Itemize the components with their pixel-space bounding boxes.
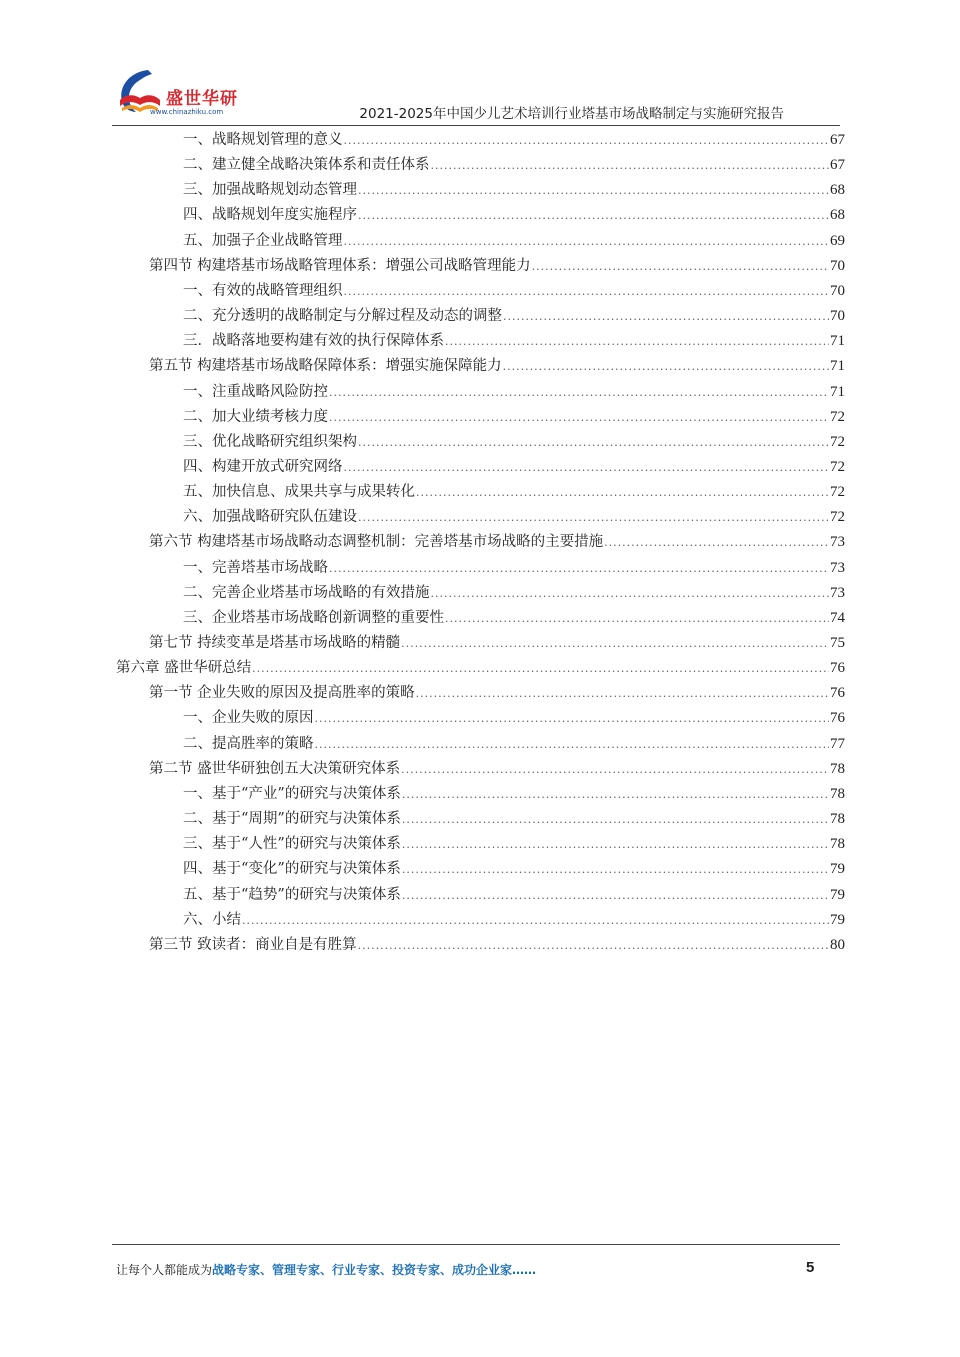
toc-entry-label: 五、加快信息、成果共享与成果转化	[183, 484, 415, 501]
toc-entry-label: 二、加大业绩考核力度	[183, 408, 328, 425]
toc-entry-label: 二、完善企业塔基市场战略的有效措施	[183, 584, 430, 601]
logo-text: 盛世华研	[166, 89, 238, 109]
toc-entry-page: 70	[830, 257, 845, 274]
toc-entry-page: 72	[830, 458, 845, 475]
toc-entry-label: 一、企业失败的原因	[183, 710, 314, 727]
toc-entry-label: 第六章 盛世华研总结	[116, 660, 252, 677]
toc-entry[interactable]	[0, 933, 960, 957]
toc-entry-label: 二、基于“周期”的研究与决策体系	[183, 811, 401, 828]
toc-entry[interactable]	[0, 883, 960, 907]
toc-leader-dots	[431, 154, 830, 178]
toc-entry[interactable]	[0, 279, 960, 303]
toc-entry[interactable]	[0, 254, 960, 278]
toc-entry-page: 70	[830, 308, 845, 325]
toc-entry-page: 75	[830, 635, 845, 651]
toc-entry[interactable]	[0, 153, 960, 177]
footer-slogan-prefix: 让每个人都能成为	[116, 1263, 213, 1277]
toc-leader-dots	[401, 632, 829, 656]
toc-entry-page: 73	[830, 559, 845, 576]
toc-leader-dots	[604, 531, 829, 555]
logo-url: www.chinazhiku.com	[150, 108, 224, 116]
toc-leader-dots	[402, 783, 829, 807]
document-title: 2021-2025年中国少儿艺术培训行业塔基市场战略制定与实施研究报告	[359, 106, 784, 122]
toc-entry-label: 六、小结	[183, 911, 241, 928]
toc-entry[interactable]	[0, 857, 960, 881]
toc-leader-dots	[242, 909, 829, 933]
toc-entry-page: 77	[830, 735, 845, 752]
toc-entry[interactable]	[0, 681, 960, 705]
toc-entry-page: 68	[830, 182, 845, 199]
toc-entry[interactable]	[0, 706, 960, 730]
toc-entry-label: 第六节 构建塔基市场战略动态调整机制：完善塔基市场战略的主要措施	[149, 534, 604, 551]
toc-entry-label: 一、战略规划管理的意义	[183, 132, 343, 148]
toc-entry[interactable]	[0, 606, 960, 630]
toc-entry-page: 72	[830, 484, 845, 501]
toc-entry-label: 五、加强子企业战略管理	[183, 232, 343, 249]
toc-entry[interactable]	[0, 656, 960, 680]
toc-entry[interactable]	[0, 128, 960, 152]
toc-entry[interactable]	[0, 556, 960, 580]
toc-entry-label: 二、提高胜率的策略	[183, 735, 314, 752]
toc-leader-dots	[344, 280, 830, 304]
toc-entry-page: 72	[830, 408, 845, 425]
toc-leader-dots	[344, 456, 830, 480]
toc-leader-dots	[344, 129, 830, 153]
toc-entry[interactable]	[0, 178, 960, 202]
toc-entry-page: 68	[830, 207, 845, 224]
toc-entry[interactable]	[0, 631, 960, 655]
toc-entry-page: 79	[830, 861, 845, 878]
toc-entry-page: 70	[830, 282, 845, 299]
toc-entry-label: 六、加强战略研究队伍建设	[183, 509, 357, 526]
toc-leader-dots	[402, 833, 829, 857]
toc-leader-dots	[358, 934, 829, 958]
toc-entry[interactable]	[0, 908, 960, 932]
toc-entry-label: 二、充分透明的战略制定与分解过程及动态的调整	[183, 308, 502, 325]
toc-entry[interactable]	[0, 757, 960, 781]
toc-leader-dots	[503, 305, 829, 329]
toc-leader-dots	[358, 506, 829, 530]
toc-entry-label: 一、有效的战略管理组织	[183, 282, 343, 299]
toc-entry[interactable]	[0, 203, 960, 227]
toc-entry-page: 79	[830, 911, 845, 928]
toc-entry[interactable]	[0, 455, 960, 479]
toc-entry-page: 74	[830, 609, 845, 626]
toc-entry-page: 80	[830, 936, 845, 953]
header-divider	[112, 125, 840, 126]
toc-entry[interactable]	[0, 304, 960, 328]
toc-leader-dots	[401, 758, 829, 782]
toc-entry-label: 三、加强战略规划动态管理	[183, 182, 357, 199]
toc-entry-page: 71	[830, 383, 845, 400]
toc-entry[interactable]	[0, 581, 960, 605]
toc-entry-page: 78	[830, 760, 845, 777]
toc-leader-dots	[358, 431, 829, 455]
toc-entry[interactable]	[0, 480, 960, 504]
toc-leader-dots	[445, 607, 829, 631]
toc-leader-dots	[402, 808, 829, 832]
toc-entry-label: 第三节 致读者：商业自是有胜算	[149, 936, 357, 953]
toc-entry-page: 78	[830, 785, 845, 802]
toc-entry-page: 73	[830, 534, 845, 551]
toc-entry-page: 71	[830, 333, 845, 350]
toc-entry[interactable]	[0, 405, 960, 429]
footer-slogan-highlight: 战略专家、管理专家、行业专家、投资专家、成功企业家……	[212, 1263, 537, 1277]
toc-entry-page: 72	[830, 433, 845, 450]
toc-leader-dots	[503, 355, 829, 379]
toc-leader-dots	[445, 330, 829, 354]
toc-leader-dots	[315, 707, 830, 731]
toc-entry-label: 第五节 构建塔基市场战略保障体系：增强实施保障能力	[149, 358, 502, 375]
toc-leader-dots	[329, 381, 829, 405]
toc-entry[interactable]	[0, 430, 960, 454]
toc-entry-label: 第二节 盛世华研独创五大决策研究体系	[149, 760, 401, 777]
toc-entry-label: 第一节 企业失败的原因及提高胜率的策略	[149, 685, 415, 702]
toc-entry[interactable]	[0, 807, 960, 831]
toc-leader-dots	[416, 682, 829, 706]
toc-leader-dots	[532, 255, 829, 279]
toc-entry-label: 四、战略规划年度实施程序	[183, 207, 357, 224]
toc-leader-dots	[431, 582, 830, 606]
toc-entry-label: 三、企业塔基市场战略创新调整的重要性	[183, 609, 444, 626]
toc-entry-page: 79	[830, 886, 845, 903]
page-header	[112, 60, 840, 126]
toc-entry-page: 69	[830, 232, 845, 249]
toc-entry-label: 一、完善塔基市场战略	[183, 559, 328, 576]
toc-entry-page: 67	[830, 132, 845, 148]
toc-entry[interactable]	[0, 354, 960, 378]
toc-entry-page: 76	[830, 710, 845, 727]
toc-leader-dots	[329, 406, 829, 430]
toc-entry[interactable]	[0, 732, 960, 756]
toc-entry-label: 四、构建开放式研究网络	[183, 458, 343, 475]
toc-entry-label: 第四节 构建塔基市场战略管理体系：增强公司战略管理能力	[149, 257, 531, 274]
toc-entry-label: 二、建立健全战略决策体系和责任体系	[183, 157, 430, 174]
footer-divider	[112, 1244, 840, 1245]
toc-entry-page: 76	[830, 685, 845, 702]
toc-leader-dots	[402, 858, 829, 882]
toc-entry-page: 78	[830, 811, 845, 828]
toc-entry[interactable]	[0, 329, 960, 353]
toc-leader-dots	[416, 481, 829, 505]
toc-entry-label: 一、注重战略风险防控	[183, 383, 328, 400]
toc-entry-page: 71	[830, 358, 845, 375]
toc-entry[interactable]	[0, 782, 960, 806]
toc-leader-dots	[344, 230, 830, 254]
toc-leader-dots	[358, 204, 829, 228]
toc-entry-page: 78	[830, 836, 845, 853]
toc-leader-dots	[402, 884, 829, 908]
toc-leader-dots	[329, 557, 829, 581]
toc-entry-label: 四、基于“变化”的研究与决策体系	[183, 861, 401, 878]
toc-entry-page: 72	[830, 509, 845, 526]
logo	[112, 66, 252, 120]
toc-entry-label: 一、基于“产业”的研究与决策体系	[183, 785, 401, 802]
toc-entry[interactable]	[0, 832, 960, 856]
toc-entry-page: 73	[830, 584, 845, 601]
toc-entry[interactable]	[0, 229, 960, 253]
toc-leader-dots	[252, 657, 829, 681]
toc-leader-dots	[315, 733, 830, 757]
toc-entry-label: 三．战略落地要构建有效的执行保障体系	[183, 333, 444, 350]
toc-entry-label: 第七节 持续变革是塔基市场战略的精髓	[149, 635, 401, 651]
toc-leader-dots	[358, 179, 829, 203]
toc-entry-label: 三、优化战略研究组织架构	[183, 433, 357, 450]
toc-entry[interactable]	[0, 380, 960, 404]
toc-entry[interactable]	[0, 530, 960, 554]
footer-slogan	[116, 1261, 536, 1278]
toc-entry-label: 五、基于“趋势”的研究与决策体系	[183, 886, 401, 903]
toc-entry[interactable]	[0, 505, 960, 529]
page-number: 5	[806, 1259, 815, 1276]
toc-entry-label: 三、基于“人性”的研究与决策体系	[183, 836, 401, 853]
toc-entry-page: 67	[830, 157, 845, 174]
toc-entry-page: 76	[830, 660, 845, 677]
